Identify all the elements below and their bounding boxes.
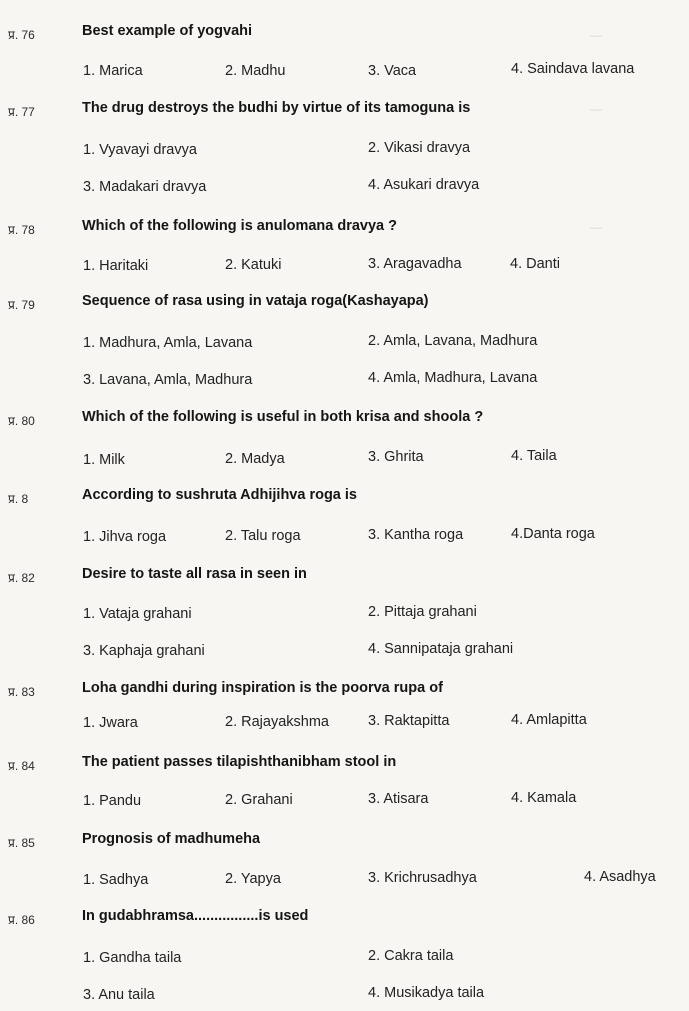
question-number: प्र. 85 <box>8 836 35 850</box>
question-text: According to sushruta Adhijihva roga is <box>82 487 357 503</box>
option-2: 2. Vikasi dravya <box>368 140 471 156</box>
option-2: 2. Rajayakshma <box>225 714 329 730</box>
question-text: Sequence of rasa using in vataja roga(Kashayapa) <box>82 293 429 309</box>
option-2: 2. Madhu <box>225 63 286 79</box>
option-2: 2. Talu roga <box>225 528 301 544</box>
option-3: 3. Raktapitta <box>368 713 450 729</box>
question-number: प्र. 78 <box>8 223 35 237</box>
option-2: 2. Pittaja grahani <box>368 604 477 620</box>
option-4: 4. Kamala <box>511 790 577 806</box>
option-1: 1. Sadhya <box>83 872 149 888</box>
question-number: प्र. 82 <box>8 571 35 585</box>
question-text: Which of the following is useful in both krisa and shoola ? <box>82 409 484 425</box>
option-4: 4. Sannipataja grahani <box>368 641 514 657</box>
question-number: प्र. 79 <box>8 298 35 312</box>
option-4: 4. Asadhya <box>584 869 656 885</box>
question-number: प्र. 86 <box>8 913 35 927</box>
question-number: प्र. 8 <box>8 492 29 506</box>
question-text: Which of the following is anulomana dravya ? <box>82 218 397 234</box>
option-2: 2. Amla, Lavana, Madhura <box>368 333 538 349</box>
option-2: 2. Yapya <box>225 871 281 887</box>
option-3: 3. Atisara <box>368 791 429 807</box>
question-text: Best example of yogvahi <box>82 23 253 39</box>
question-text: The drug destroys the budhi by virtue of its tamoguna is <box>82 100 471 116</box>
question-number: प्र. 77 <box>8 105 35 119</box>
option-4: 4. Amla, Madhura, Lavana <box>368 370 538 386</box>
option-4: 4. Asukari dravya <box>368 177 480 193</box>
question-number: प्र. 76 <box>8 28 35 42</box>
option-3: 3. Ghrita <box>368 449 424 465</box>
option-1: 1. Madhura, Amla, Lavana <box>83 335 253 351</box>
question-text: In gudabhramsa................is used <box>82 908 309 924</box>
option-1: 1. Milk <box>83 452 125 468</box>
option-1: 1. Pandu <box>83 793 142 809</box>
option-1: 1. Marica <box>83 63 143 79</box>
option-1: 1. Jwara <box>83 715 138 731</box>
option-3: 3. Vaca <box>368 63 417 79</box>
option-4: 4. Saindava lavana <box>511 61 635 77</box>
bleed-through-mark: — <box>590 220 602 234</box>
option-4: 4. Danti <box>510 256 560 272</box>
option-2: 2. Madya <box>225 451 285 467</box>
option-1: 1. Gandha taila <box>83 950 182 966</box>
option-1: 1. Vataja grahani <box>83 606 192 622</box>
question-text: Prognosis of madhumeha <box>82 831 261 847</box>
question-text: Loha gandhi during inspiration is the poorva rupa of <box>82 680 443 696</box>
option-3: 3. Aragavadha <box>368 256 462 272</box>
option-1: 1. Haritaki <box>83 258 149 274</box>
question-number: प्र. 83 <box>8 685 35 699</box>
bleed-through-mark: — <box>590 102 602 116</box>
option-3: 3. Lavana, Amla, Madhura <box>83 372 253 388</box>
option-4: 4.Danta roga <box>511 526 595 542</box>
bleed-through-mark: — <box>590 28 602 42</box>
option-3: 3. Anu taila <box>83 987 155 1003</box>
option-2: 2. Grahani <box>225 792 293 808</box>
option-1: 1. Jihva roga <box>83 529 167 545</box>
option-4: 4. Taila <box>511 448 557 464</box>
option-2: 2. Katuki <box>225 257 282 273</box>
question-number: प्र. 84 <box>8 759 35 773</box>
option-3: 3. Krichrusadhya <box>368 870 477 886</box>
option-4: 4. Amlapitta <box>511 712 587 728</box>
option-2: 2. Cakra taila <box>368 948 454 964</box>
question-text: Desire to taste all rasa in seen in <box>82 566 307 582</box>
option-1: 1. Vyavayi dravya <box>83 142 197 158</box>
option-4: 4. Musikadya taila <box>368 985 485 1001</box>
option-3: 3. Madakari dravya <box>83 179 207 195</box>
option-3: 3. Kaphaja grahani <box>83 643 205 659</box>
option-3: 3. Kantha roga <box>368 527 464 543</box>
question-text: The patient passes tilapishthanibham stool in <box>82 754 397 770</box>
question-number: प्र. 80 <box>8 414 35 428</box>
